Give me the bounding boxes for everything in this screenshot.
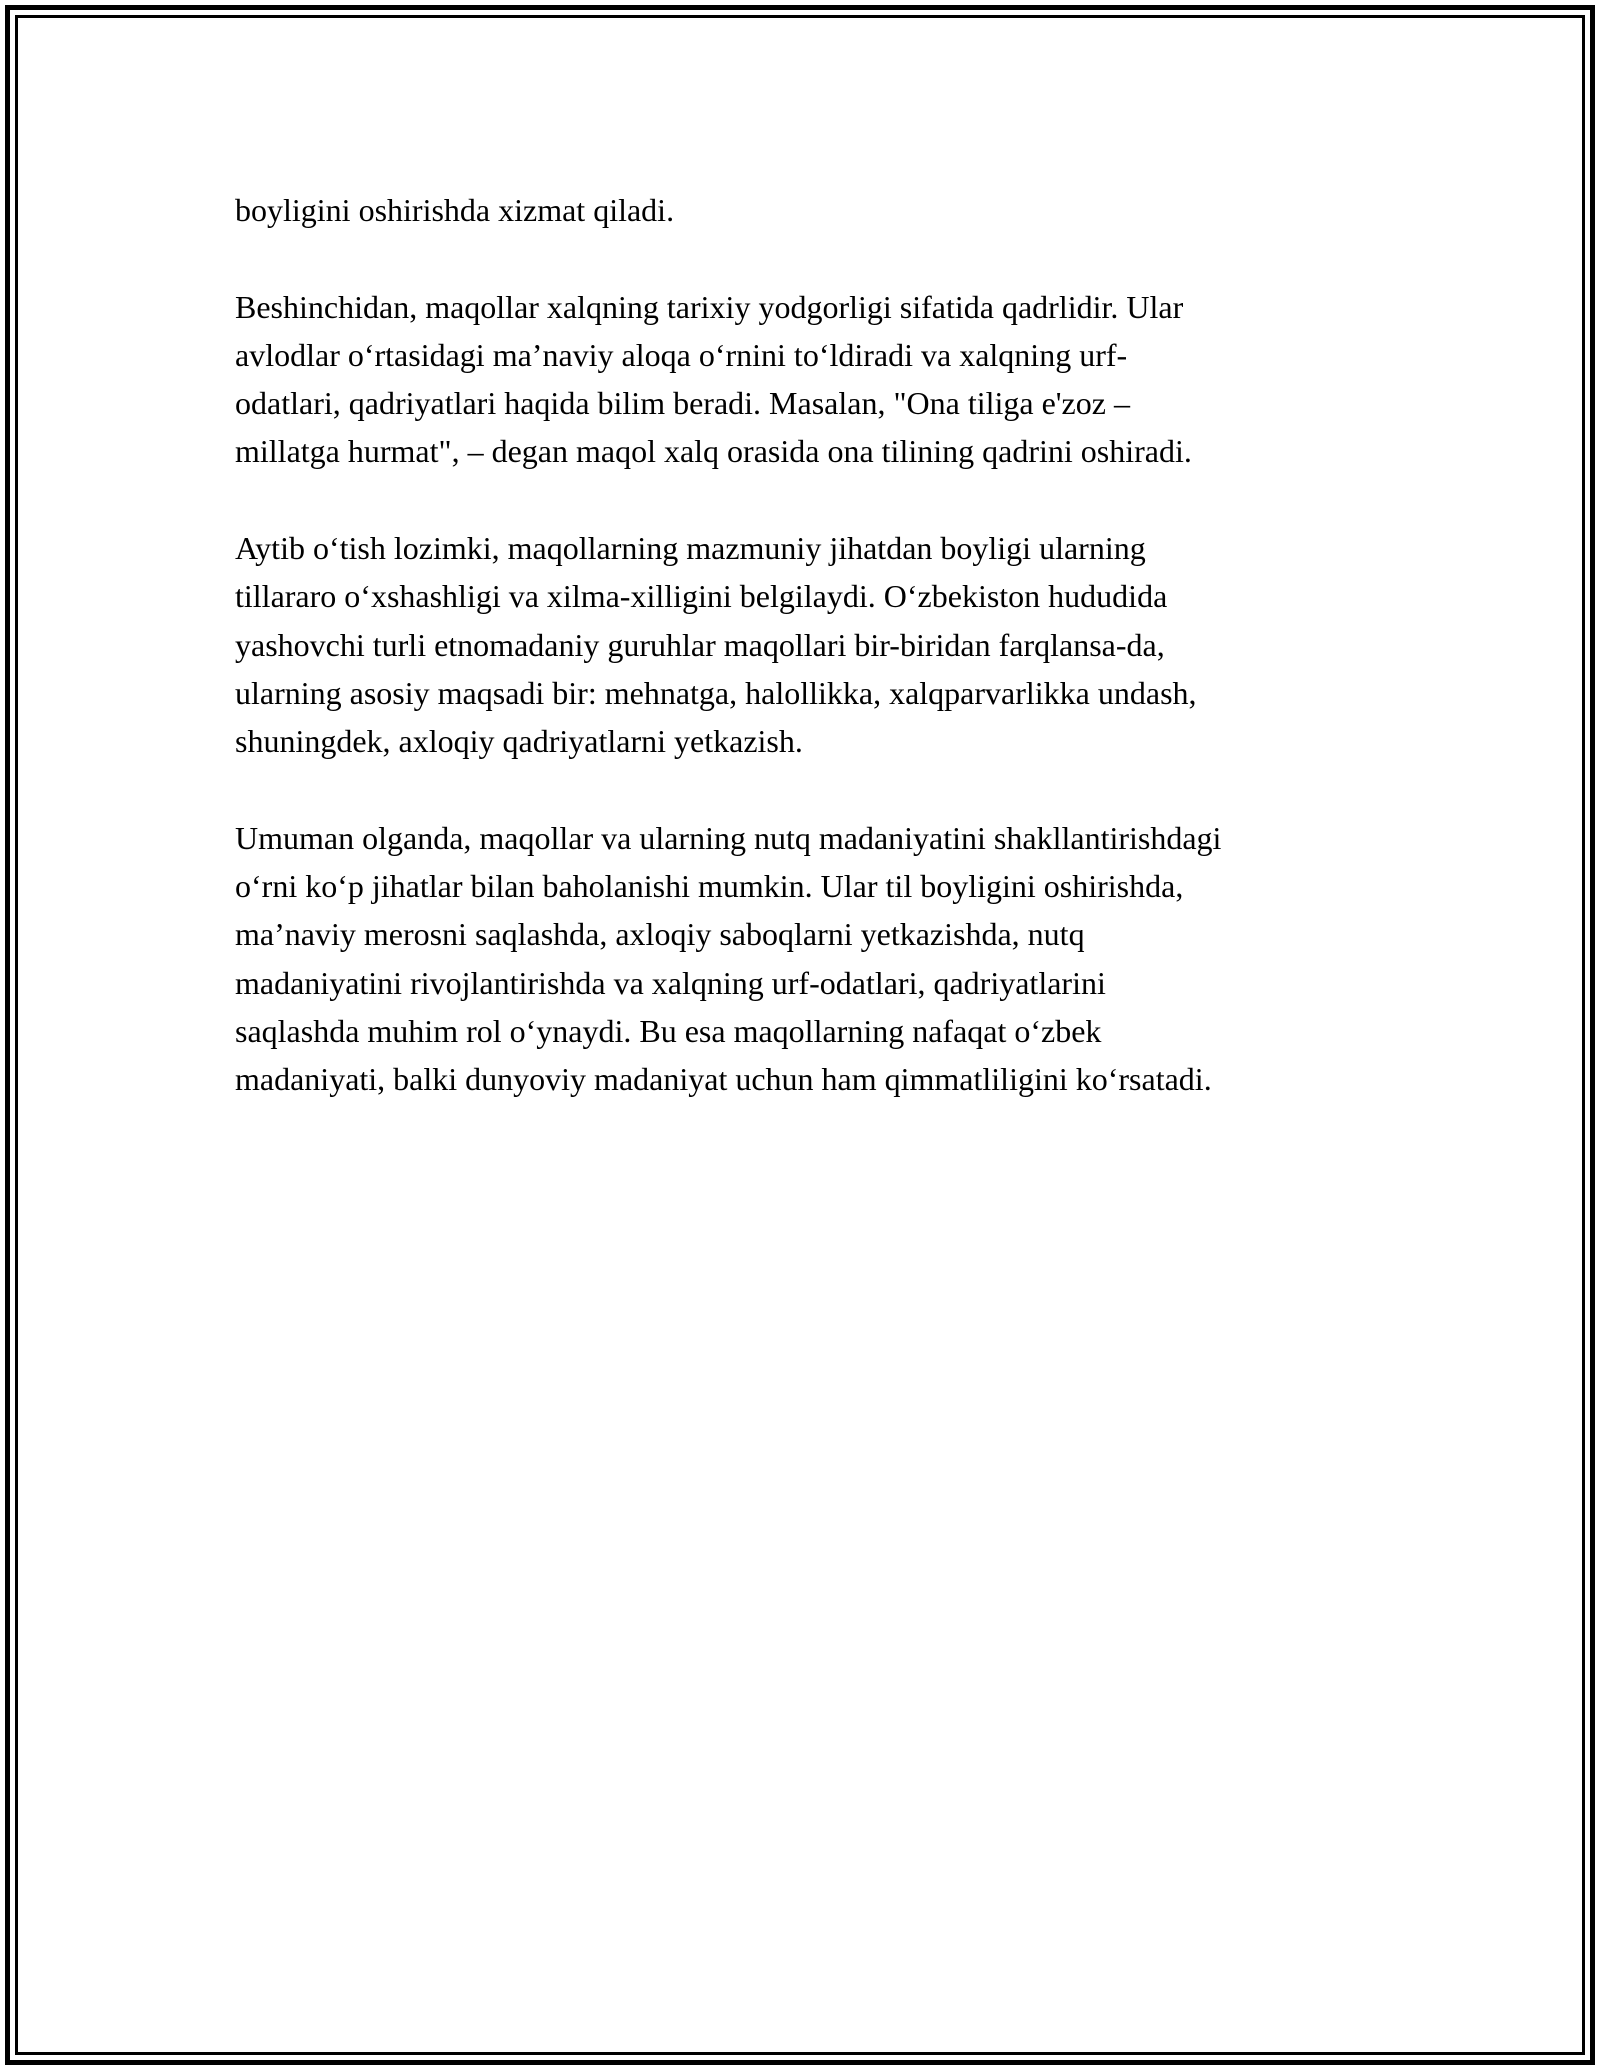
text-line: boyligini oshirishda xizmat qiladi. bbox=[235, 192, 675, 228]
text-line: shuningdek, axloqiy qadriyatlarni yetkazish. bbox=[235, 723, 803, 760]
text-line: millatga hurmat", – degan maqol xalq orasida ona tilining qadrini oshiradi. bbox=[235, 433, 1192, 470]
paragraph-conclusion bbox=[235, 814, 1385, 1104]
text-line: ularning asosiy maqsadi bir: mehnatga, halollikka, xalqparvarlikka undash, bbox=[235, 674, 1197, 711]
paragraph-fifth-point bbox=[235, 283, 1385, 476]
text-line: madaniyati, balki dunyoviy madaniyat uchun ham qimmatliligini ko‘rsatadi. bbox=[235, 1061, 1212, 1098]
text-line: avlodlar o‘rtasidagi ma’naviy aloqa o‘rnini to‘ldiradi va xalqning urf- bbox=[235, 336, 1128, 373]
text-line: madaniyatini rivojlantirishda va xalqning urf-odatlari, qadriyatlarini bbox=[235, 964, 1106, 1001]
text-line: tillararo o‘xshashligi va xilma-xilligini belgilaydi. O‘zbekiston hududida bbox=[235, 578, 1168, 615]
document-body bbox=[235, 186, 1385, 1152]
text-line: saqlashda muhim rol o‘ynaydi. Bu esa maqollarning nafaqat o‘zbek bbox=[235, 1013, 1102, 1050]
text-line: Umuman olganda, maqollar va ularning nutq madaniyatini shakllantirishdagi bbox=[235, 819, 1222, 856]
text-line: yashovchi turli etnomadaniy guruhlar maqollari bir-biridan farqlansa-da, bbox=[235, 626, 1165, 663]
text-line: o‘rni ko‘p jihatlar bilan baholanishi mumkin. Ular til boyligini oshirishda, bbox=[235, 868, 1184, 905]
text-line: Aytib o‘tish lozimki, maqollarning mazmuniy jihatdan boyligi ularning bbox=[235, 530, 1146, 567]
paragraph-similarity bbox=[235, 524, 1385, 765]
text-line: odatlari, qadriyatlari haqida bilim beradi. Masalan, "Ona tiliga e'zoz – bbox=[235, 385, 1130, 422]
paragraph-continuation bbox=[235, 186, 1385, 234]
text-line: Beshinchidan, maqollar xalqning tarixiy yodgorligi sifatida qadrlidir. Ular bbox=[235, 288, 1184, 325]
text-line: ma’naviy merosni saqlashda, axloqiy saboqlarni yetkazishda, nutq bbox=[235, 916, 1085, 953]
